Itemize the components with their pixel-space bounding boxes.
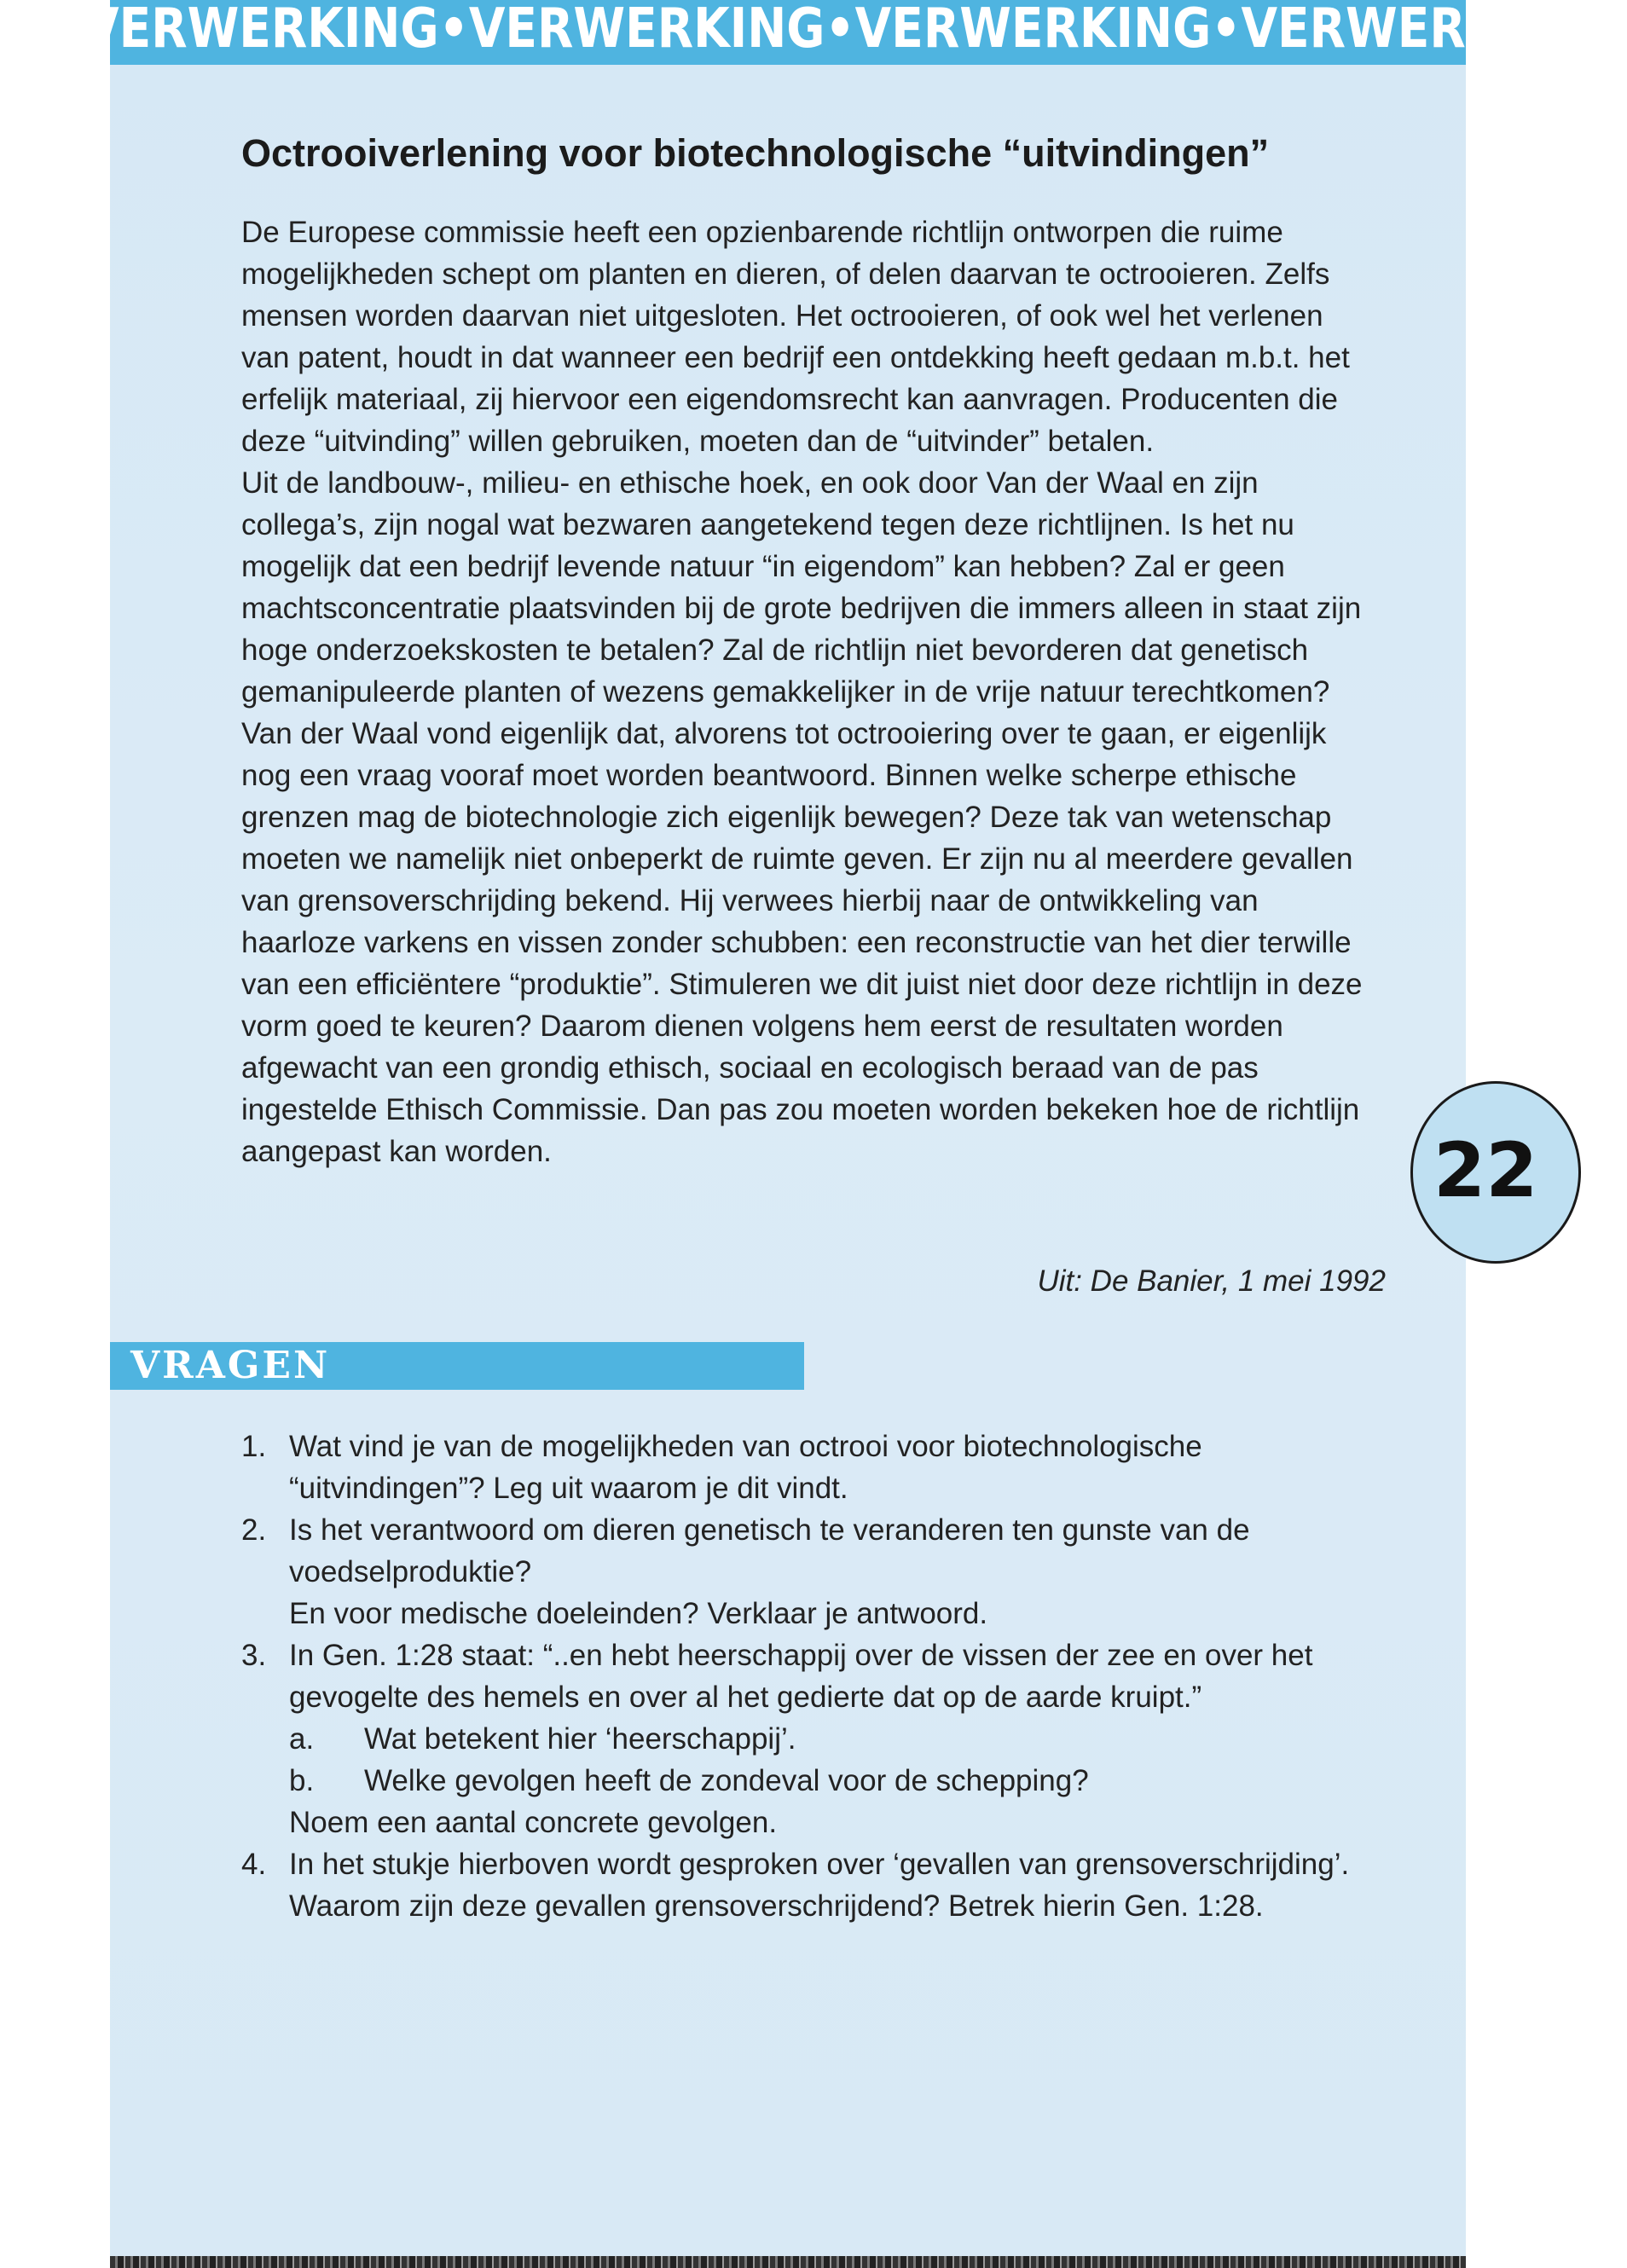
question-text: Wat vind je van de mogelijkheden van octrooi voor biotechnologische “uitvindingen”? Leg uit waarom je dit vindt. bbox=[289, 1430, 1202, 1505]
question-text: In het stukje hierboven wordt gesproken over ‘gevallen van grensoverschrijding’. Waarom zijn deze gevallen grensoverschrijdend? Betrek hierin Gen. 1:28. bbox=[289, 1848, 1350, 1923]
question-number: 1. bbox=[241, 1430, 267, 1463]
question-number: 3. bbox=[241, 1639, 267, 1672]
page-tab-marker bbox=[1410, 1081, 1581, 1264]
question-item bbox=[241, 1634, 1384, 1843]
question-number: 2. bbox=[241, 1513, 267, 1547]
article-body bbox=[241, 211, 1375, 1172]
question-item bbox=[241, 1843, 1384, 1927]
page-tab-number: 22 bbox=[1433, 1126, 1538, 1214]
article-title: Octrooiverlening voor biotechnologische “uitvindingen” bbox=[241, 131, 1270, 175]
section-header-bar bbox=[110, 1342, 804, 1390]
article-paragraph: De Europese commissie heeft een opzienbarende richtlijn ontworpen die ruime mogelijkheden schept om planten en dieren, of delen daarvan te octrooieren. Zelfs mensen worden daarvan niet uitgesloten. Het octrooieren, of ook wel het verlenen van patent, houdt in dat wanneer een bedrijf een ontdekking heeft gedaan m.b.t. het erfelijk materiaal, zij hiervoor een eigendomsrecht kan aanvragen. Producenten die deze “uitvinding” willen gebruiken, moeten dan de “uitvinder” betalen. bbox=[241, 216, 1350, 458]
question-number: 4. bbox=[241, 1848, 267, 1881]
sub-question bbox=[289, 1760, 1384, 1802]
sub-question bbox=[289, 1718, 1384, 1760]
question-extra-text: Noem een aantal concrete gevolgen. bbox=[289, 1806, 778, 1839]
question-text: In Gen. 1:28 staat: “..en hebt heerschappij over de vissen der zee en over het gevogelte des hemels en over al het gedierte dat op de aarde kruipt.” bbox=[289, 1639, 1313, 1714]
sub-question-letter: b. bbox=[289, 1764, 315, 1797]
article-paragraph: Uit de landbouw-, milieu- en ethische hoek, en ook door Van der Waal en zijn collega’s, zijn nogal wat bezwaren aangetekend tegen deze richtlijnen. Is het nu mogelijk dat een bedrijf levende natuur “in eigendom” kan hebben? Zal er geen machtsconcentratie plaatsvinden bij de grote bedrijven die immers alleen in staat zijn hoge onderzoekskosten te betalen? Zal de richtlijn niet bevorderen dat genetisch gemanipuleerde planten of wezens gemakkelijker in de vrije natuur terechtkomen? Van der Waal vond eigenlijk dat, alvorens tot octrooiering over te gaan, er eigenlijk nog een vraag vooraf moet worden beantwoord. Binnen welke scherpe ethische grenzen mag de biotechnologie zich eigenlijk bewegen? Deze tak van wetenschap moeten we namelijk niet onbeperkt de ruimte geven. Er zijn nu al meerdere gevallen van grensoverschrijding bekend. Hij verwees hierbij naar de ontwikkeling van haarloze varkens en vissen zonder schubben: een reconstructie van het dier terwille van een efficiëntere “produktie”. Stimuleren we dit juist niet door deze richtlijn in deze vorm goed te keuren? Daarom dienen volgens hem eerst de resultaten worden afgewacht van een grondig ethisch, sociaal en ecologisch beraad van de pas ingestelde Ethisch Commissie. Dan pas zou moeten worden bekeken hoe de richtlijn aangepast kan worden. bbox=[241, 466, 1363, 1168]
question-extra-text: En voor medische doeleinden? Verklaar je antwoord. bbox=[289, 1597, 988, 1630]
article-source: Uit: De Banier, 1 mei 1992 bbox=[1037, 1264, 1386, 1298]
question-list bbox=[241, 1426, 1384, 1927]
question-text: Is het verantwoord om dieren genetisch te veranderen ten gunste van de voedselproduktie? bbox=[289, 1513, 1250, 1588]
chapter-banner bbox=[83, 0, 1627, 65]
banner-text: VERWERKING•VERWERKING•VERWERKING•VERWERKING• bbox=[83, 0, 1627, 61]
page bbox=[83, 0, 1627, 2256]
section-header-label: VRAGEN bbox=[130, 1344, 331, 1387]
question-item bbox=[241, 1509, 1384, 1634]
sub-question-text: Wat betekent hier ‘heerschappij’. bbox=[364, 1722, 796, 1756]
page-bottom-edge bbox=[110, 2256, 1466, 2268]
sub-question-letter: a. bbox=[289, 1722, 315, 1756]
sub-question-text: Welke gevolgen heeft de zondeval voor de schepping? bbox=[364, 1764, 1089, 1797]
question-item bbox=[241, 1426, 1384, 1509]
